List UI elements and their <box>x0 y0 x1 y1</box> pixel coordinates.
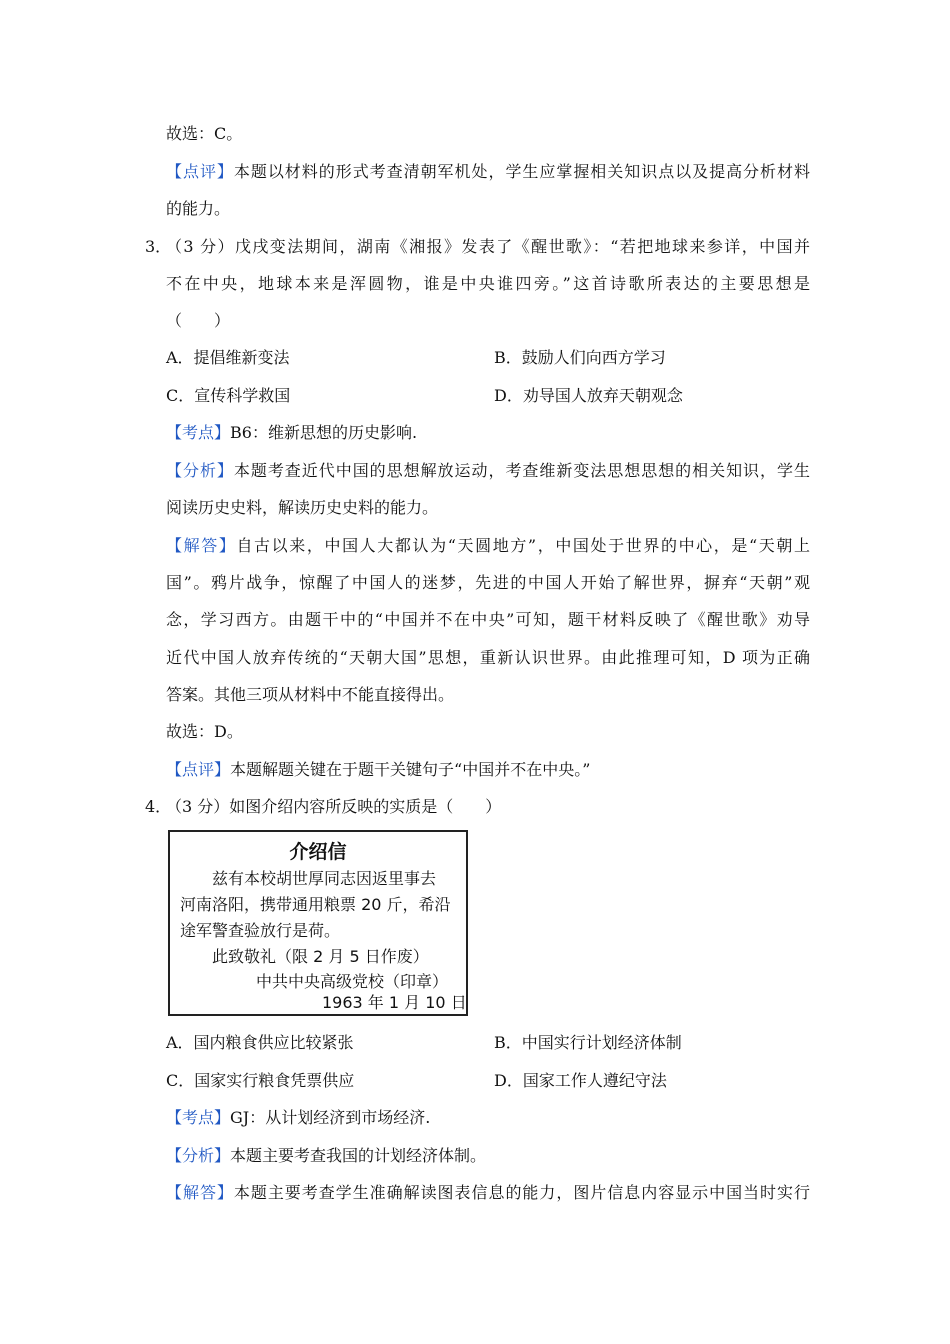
q3-number: 3． <box>145 237 172 256</box>
q3-kaodian <box>166 423 810 443</box>
q2-comment-text: 本题以材料的形式考查清朝军机处，学生应掌握相关知识点以及提高分析材料 <box>233 162 810 181</box>
fenxi-tag: 【分析】 <box>166 461 234 480</box>
q3-fenxi-line-2: 阅读历史史料，解读历史史料的能力。 <box>166 498 439 517</box>
comment-tag: 【点评】 <box>166 162 234 181</box>
q4-kaodian <box>166 1108 810 1128</box>
q4-stem: （3 分）如图介绍内容所反映的实质是（ ） <box>166 797 502 816</box>
letter-line-5: 中共中央高级党校（印章） <box>256 972 449 991</box>
letter-line-1: 兹有本校胡世厚同志因返里事去 <box>212 869 437 888</box>
q3-jieda-line-4: 近代中国人放弃传统的“天朝大国”思想，重新认识世界。由此推理可知，D 项为正确 <box>166 648 810 667</box>
q4-number: 4． <box>145 797 172 816</box>
introduction-letter-image <box>168 830 468 1016</box>
q3-jieda-line-2: 国”。鸦片战争，惊醒了中国人的迷梦，先进的中国人开始了解世界，摒弃“天朝”观 <box>166 573 810 592</box>
q3-option-d: D．劝导国人放弃天朝观念 <box>494 386 683 405</box>
q3-fenxi-line-1 <box>166 461 810 481</box>
kaodian-tag: 【考点】 <box>166 1108 231 1127</box>
letter-date: 1963 年 1 月 10 日 <box>322 993 467 1012</box>
q3-stem-line-3: （ ） <box>166 311 231 330</box>
letter-line-4: 此致敬礼（限 2 月 5 日作废） <box>212 947 429 966</box>
q3-fenxi-text: 本题考查近代中国的思想解放运动，考查维新变法思想思想的相关知识，学生 <box>233 461 810 480</box>
q3-kaodian-text: B6：维新思想的历史影响. <box>230 423 418 442</box>
q2-comment-line <box>166 162 810 182</box>
q2-comment-line-2: 的能力。 <box>166 199 231 218</box>
q3-stem-line-2: 不在中央，地球本来是浑圆物，谁是中央谁四旁。”这首诗歌所表达的主要思想是 <box>166 274 810 293</box>
jieda-tag: 【解答】 <box>166 1183 234 1202</box>
q4-fenxi-text: 本题主要考查我国的计划经济体制。 <box>230 1146 487 1165</box>
q3-jieda-line-3: 念，学习西方。由题干中的“中国并不在中央”可知，题干材料反映了《醒世歌》劝导 <box>166 610 810 629</box>
fenxi-tag: 【分析】 <box>166 1146 231 1165</box>
q3-option-a: A．提倡维新变法 <box>166 348 290 367</box>
q3-option-b: B．鼓励人们向西方学习 <box>494 348 666 367</box>
letter-line-3: 途军警查验放行是荷。 <box>180 921 341 940</box>
letter-title: 介绍信 <box>289 841 347 863</box>
q4-jieda-text: 本题主要考查学生准确解读图表信息的能力，图片信息内容显示中国当时实行 <box>233 1183 810 1202</box>
jieda-tag: 【解答】 <box>166 536 237 555</box>
kaodian-tag: 【考点】 <box>166 423 231 442</box>
q3-jieda-line-1 <box>166 536 810 556</box>
q3-jieda-line-5: 答案。其他三项从材料中不能直接得出。 <box>166 685 455 704</box>
q4-option-b: B．中国实行计划经济体制 <box>494 1033 682 1052</box>
q4-option-d: D．国家工作人遵纪守法 <box>494 1071 667 1090</box>
q3-comment-text: 本题解题关键在于题干关键句子“中国并不在中央。” <box>230 760 591 779</box>
q4-option-a: A．国内粮食供应比较紧张 <box>166 1033 354 1052</box>
q4-option-c: C．国家实行粮食凭票供应 <box>166 1071 355 1090</box>
comment-tag: 【点评】 <box>166 760 231 779</box>
q3-comment <box>166 760 810 780</box>
letter-line-2: 河南洛阳，携带通用粮票 20 斤，希沿 <box>180 895 451 914</box>
q3-answer: 故选：D。 <box>166 722 243 741</box>
q4-jieda-line-1 <box>166 1183 810 1203</box>
q3-option-c: C．宣传科学救国 <box>166 386 291 405</box>
q2-answer: 故选：C。 <box>166 124 243 143</box>
q4-fenxi <box>166 1146 810 1166</box>
q4-kaodian-text: GJ：从计划经济到市场经济. <box>230 1108 431 1127</box>
q3-stem-line-1: （3 分）戊戌变法期间，湖南《湘报》发表了《醒世歌》：“若把地球来参详，中国并 <box>166 237 810 256</box>
q3-jieda-text: 自古以来，中国人大都认为“天圆地方”，中国处于世界的中心，是“天朝上 <box>236 536 810 555</box>
